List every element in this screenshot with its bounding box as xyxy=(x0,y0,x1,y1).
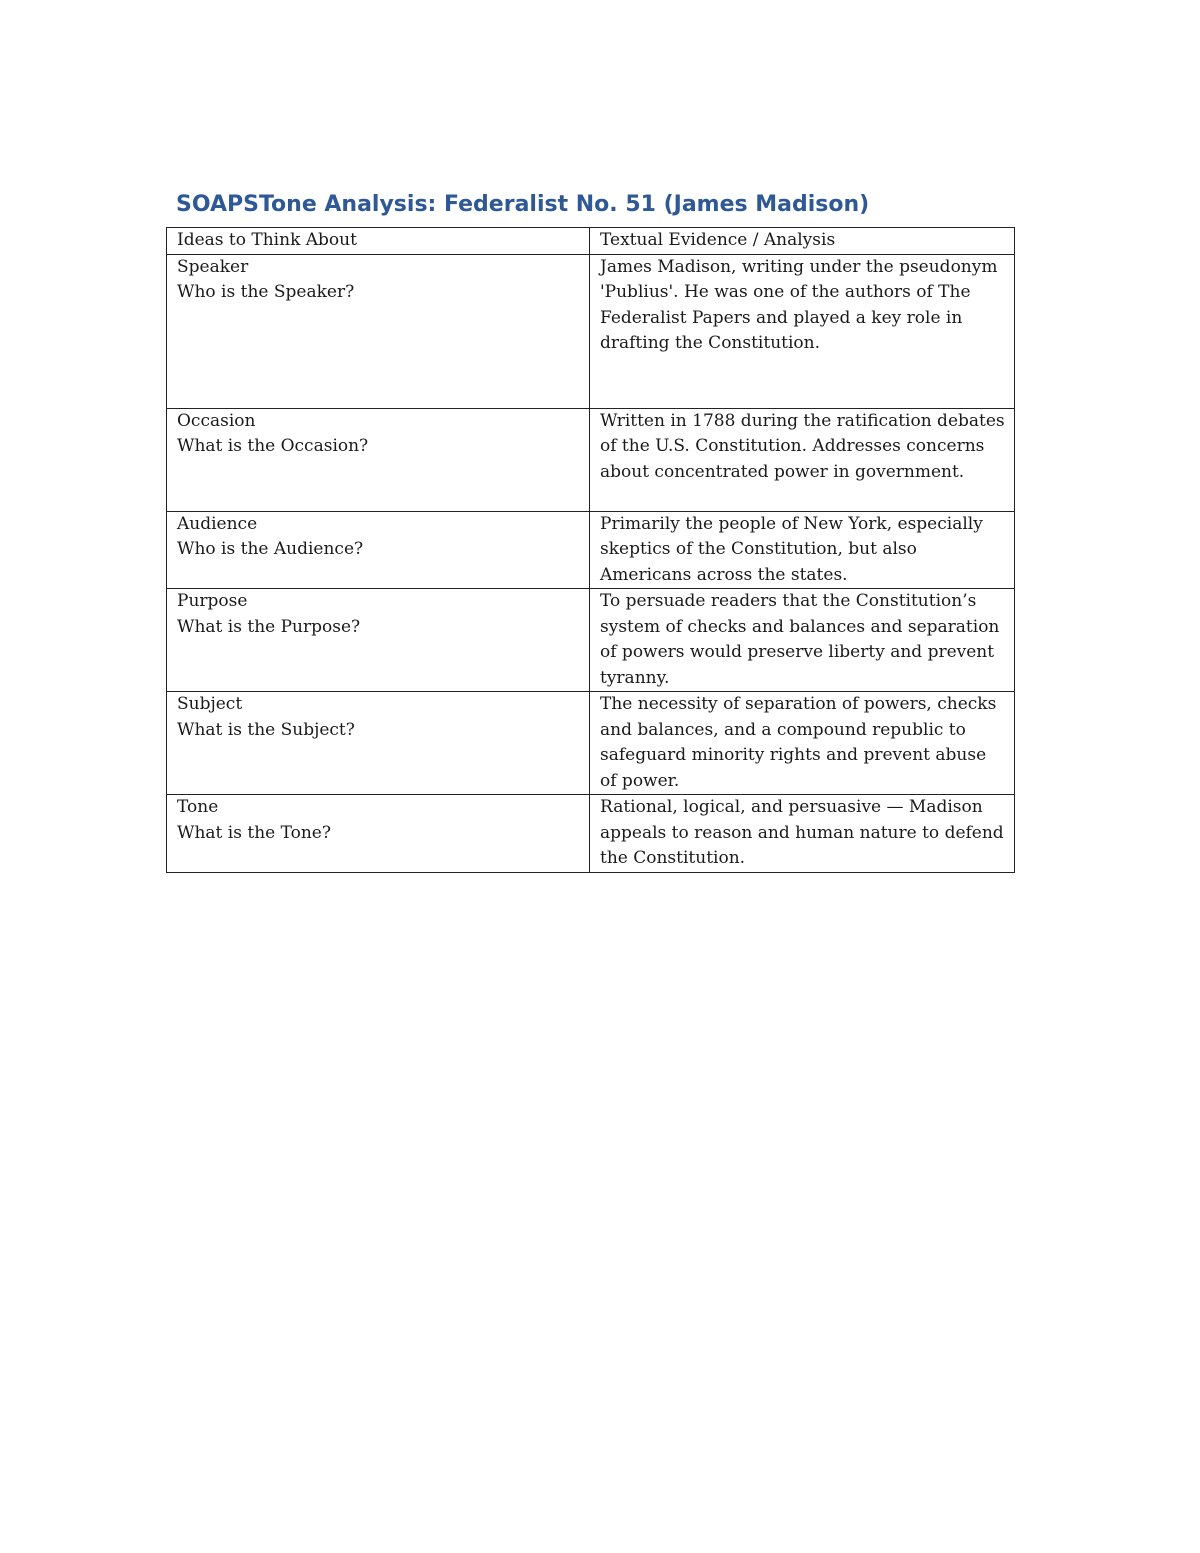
row-analysis: Rational, logical, and persuasive — Madison appeals to reason and human nature to defend the Constitution. xyxy=(590,795,1015,873)
table-row xyxy=(167,254,1015,408)
row-question: What is the Tone? xyxy=(177,822,331,843)
table-row xyxy=(167,408,1015,511)
header-evidence: Textual Evidence / Analysis xyxy=(590,228,1015,255)
row-element-label: Speaker xyxy=(177,256,249,277)
row-analysis: James Madison, writing under the pseudonym 'Publius'. He was one of the authors of The Federalist Papers and played a key role in drafting the Constitution. xyxy=(590,254,1015,408)
table-row xyxy=(167,692,1015,795)
row-prompt-cell xyxy=(167,692,590,795)
row-prompt-cell xyxy=(167,254,590,408)
row-prompt-cell xyxy=(167,511,590,589)
row-element-label: Purpose xyxy=(177,591,248,611)
row-prompt-cell xyxy=(167,589,590,692)
header-ideas: Ideas to Think About xyxy=(167,228,590,255)
row-prompt-cell xyxy=(167,408,590,511)
row-question: Who is the Audience? xyxy=(177,539,364,559)
row-question: Who is the Speaker? xyxy=(177,282,355,302)
soapstone-table xyxy=(166,227,1015,873)
row-question: What is the Occasion? xyxy=(177,436,369,456)
row-analysis: Primarily the people of New York, especially skeptics of the Constitution, but also Americans across the states. xyxy=(590,511,1015,589)
page-title: SOAPSTone Analysis: Federalist No. 51 (James Madison) xyxy=(176,192,870,217)
row-question: What is the Purpose? xyxy=(177,616,361,637)
row-analysis: To persuade readers that the Constitution’s system of checks and balances and separation of powers would preserve liberty and prevent tyranny. xyxy=(590,589,1015,692)
table-row xyxy=(167,589,1015,692)
row-element-label: Tone xyxy=(177,797,219,817)
row-element-label: Subject xyxy=(177,694,243,714)
row-question: What is the Subject? xyxy=(177,719,355,740)
table-row xyxy=(167,795,1015,873)
row-analysis: The necessity of separation of powers, checks and balances, and a compound republic to safeguard minority rights and prevent abuse of power. xyxy=(590,692,1015,795)
table-row xyxy=(167,511,1015,589)
table-header-row xyxy=(167,228,1015,255)
row-element-label: Audience xyxy=(177,513,258,534)
row-prompt-cell xyxy=(167,795,590,873)
row-element-label: Occasion xyxy=(177,410,256,431)
row-analysis: Written in 1788 during the ratification debates of the U.S. Constitution. Addresses concerns about concentrated power in government. xyxy=(590,408,1015,511)
